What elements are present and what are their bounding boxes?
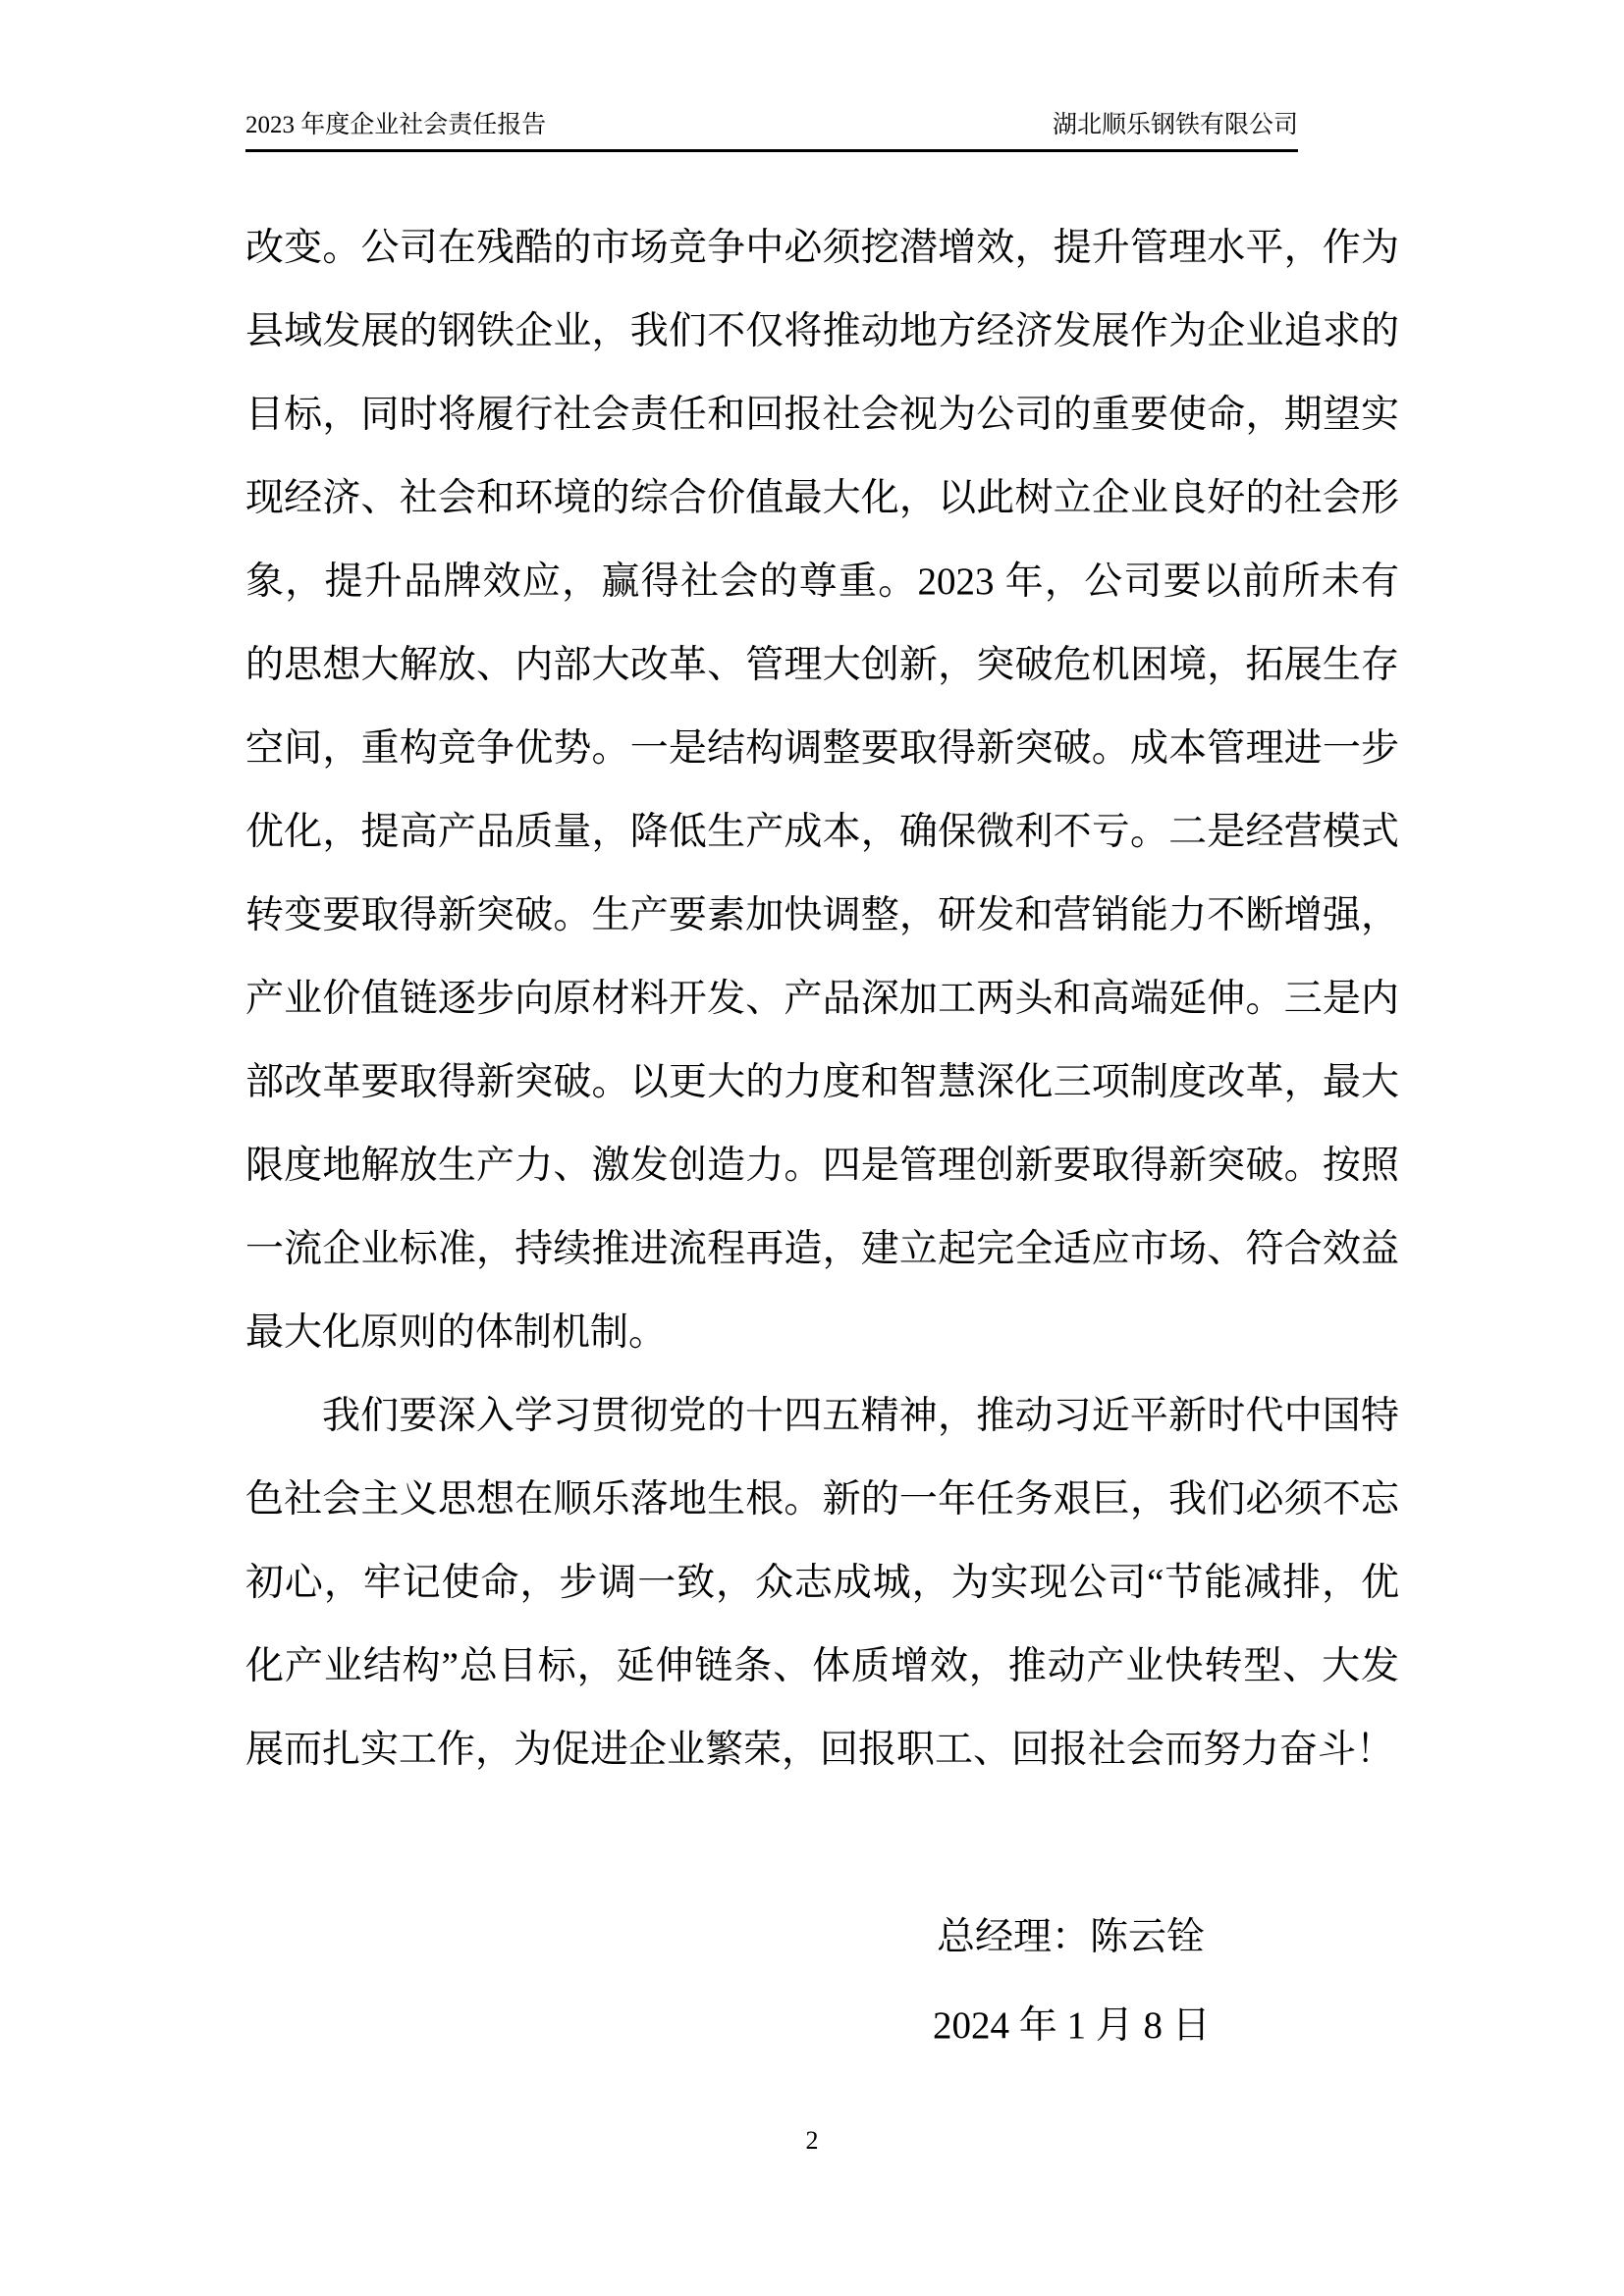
body-line: 现经济、社会和环境的综合价值最大化，以此树立企业良好的社会形 <box>245 477 1399 519</box>
body-line: 限度地解放生产力、激发创造力。四是管理创新要取得新突破。按照 <box>245 1145 1399 1187</box>
page-number: 2 <box>805 2126 819 2155</box>
body-line: 目标，同时将履行社会责任和回报社会视为公司的重要使命，期望实 <box>245 394 1399 436</box>
signature-date: 2024 年 1 月 8 日 <box>933 2004 1211 2047</box>
body-line: 一流企业标准，持续推进流程再造，建立起完全适应市场、符合效益 <box>245 1228 1399 1270</box>
body-line: 优化，提高产品质量，降低生产成本，确保微利不亏。二是经营模式 <box>245 811 1399 853</box>
body-line: 初心，牢记使命，步调一致，众志成城，为实现公司“节能减排，优 <box>245 1562 1399 1604</box>
body-line: 转变要取得新突破。生产要素加快调整，研发和营销能力不断增强， <box>245 894 1399 936</box>
body-line: 产业价值链逐步向原材料开发、产品深加工两头和高端延伸。三是内 <box>245 978 1399 1020</box>
signature-name: 总经理：陈云铨 <box>937 1916 1206 1958</box>
body-line: 的思想大解放、内部大改革、管理大创新，突破危机困境，拓展生存 <box>245 644 1399 686</box>
body-line: 空间，重构竞争优势。一是结构调整要取得新突破。成本管理进一步 <box>245 727 1399 770</box>
body-line: 我们要深入学习贯彻党的十四五精神，推动习近平新时代中国特 <box>322 1395 1399 1437</box>
body-line: 最大化原则的体制机制。 <box>245 1311 668 1354</box>
body-line: 县域发展的钢铁企业，我们不仅将推动地方经济发展作为企业追求的 <box>245 310 1399 352</box>
body-line: 色社会主义思想在顺乐落地生根。新的一年任务艰巨，我们必须不忘 <box>245 1478 1399 1521</box>
body-line: 化产业结构”总目标，延伸链条、体质增效，推动产业快转型、大发 <box>245 1645 1399 1687</box>
header-right-text: 湖北顺乐钢铁有限公司 <box>1052 112 1298 138</box>
body-line: 改变。公司在残酷的市场竞争中必须挖潜增效，提升管理水平，作为 <box>245 227 1399 269</box>
body-text <box>245 206 1399 1791</box>
body-line: 象，提升品牌效应，赢得社会的尊重。2023 年，公司要以前所未有 <box>245 561 1399 603</box>
body-line: 展而扎实工作，为促进企业繁荣，回报职工、回报社会而努力奋斗！ <box>245 1729 1395 1771</box>
body-line: 部改革要取得新突破。以更大的力度和智慧深化三项制度改革，最大 <box>245 1061 1399 1103</box>
header-left-text: 2023 年度企业社会责任报告 <box>245 112 547 138</box>
page-footer <box>0 2126 1624 2156</box>
page-header <box>245 110 1298 152</box>
